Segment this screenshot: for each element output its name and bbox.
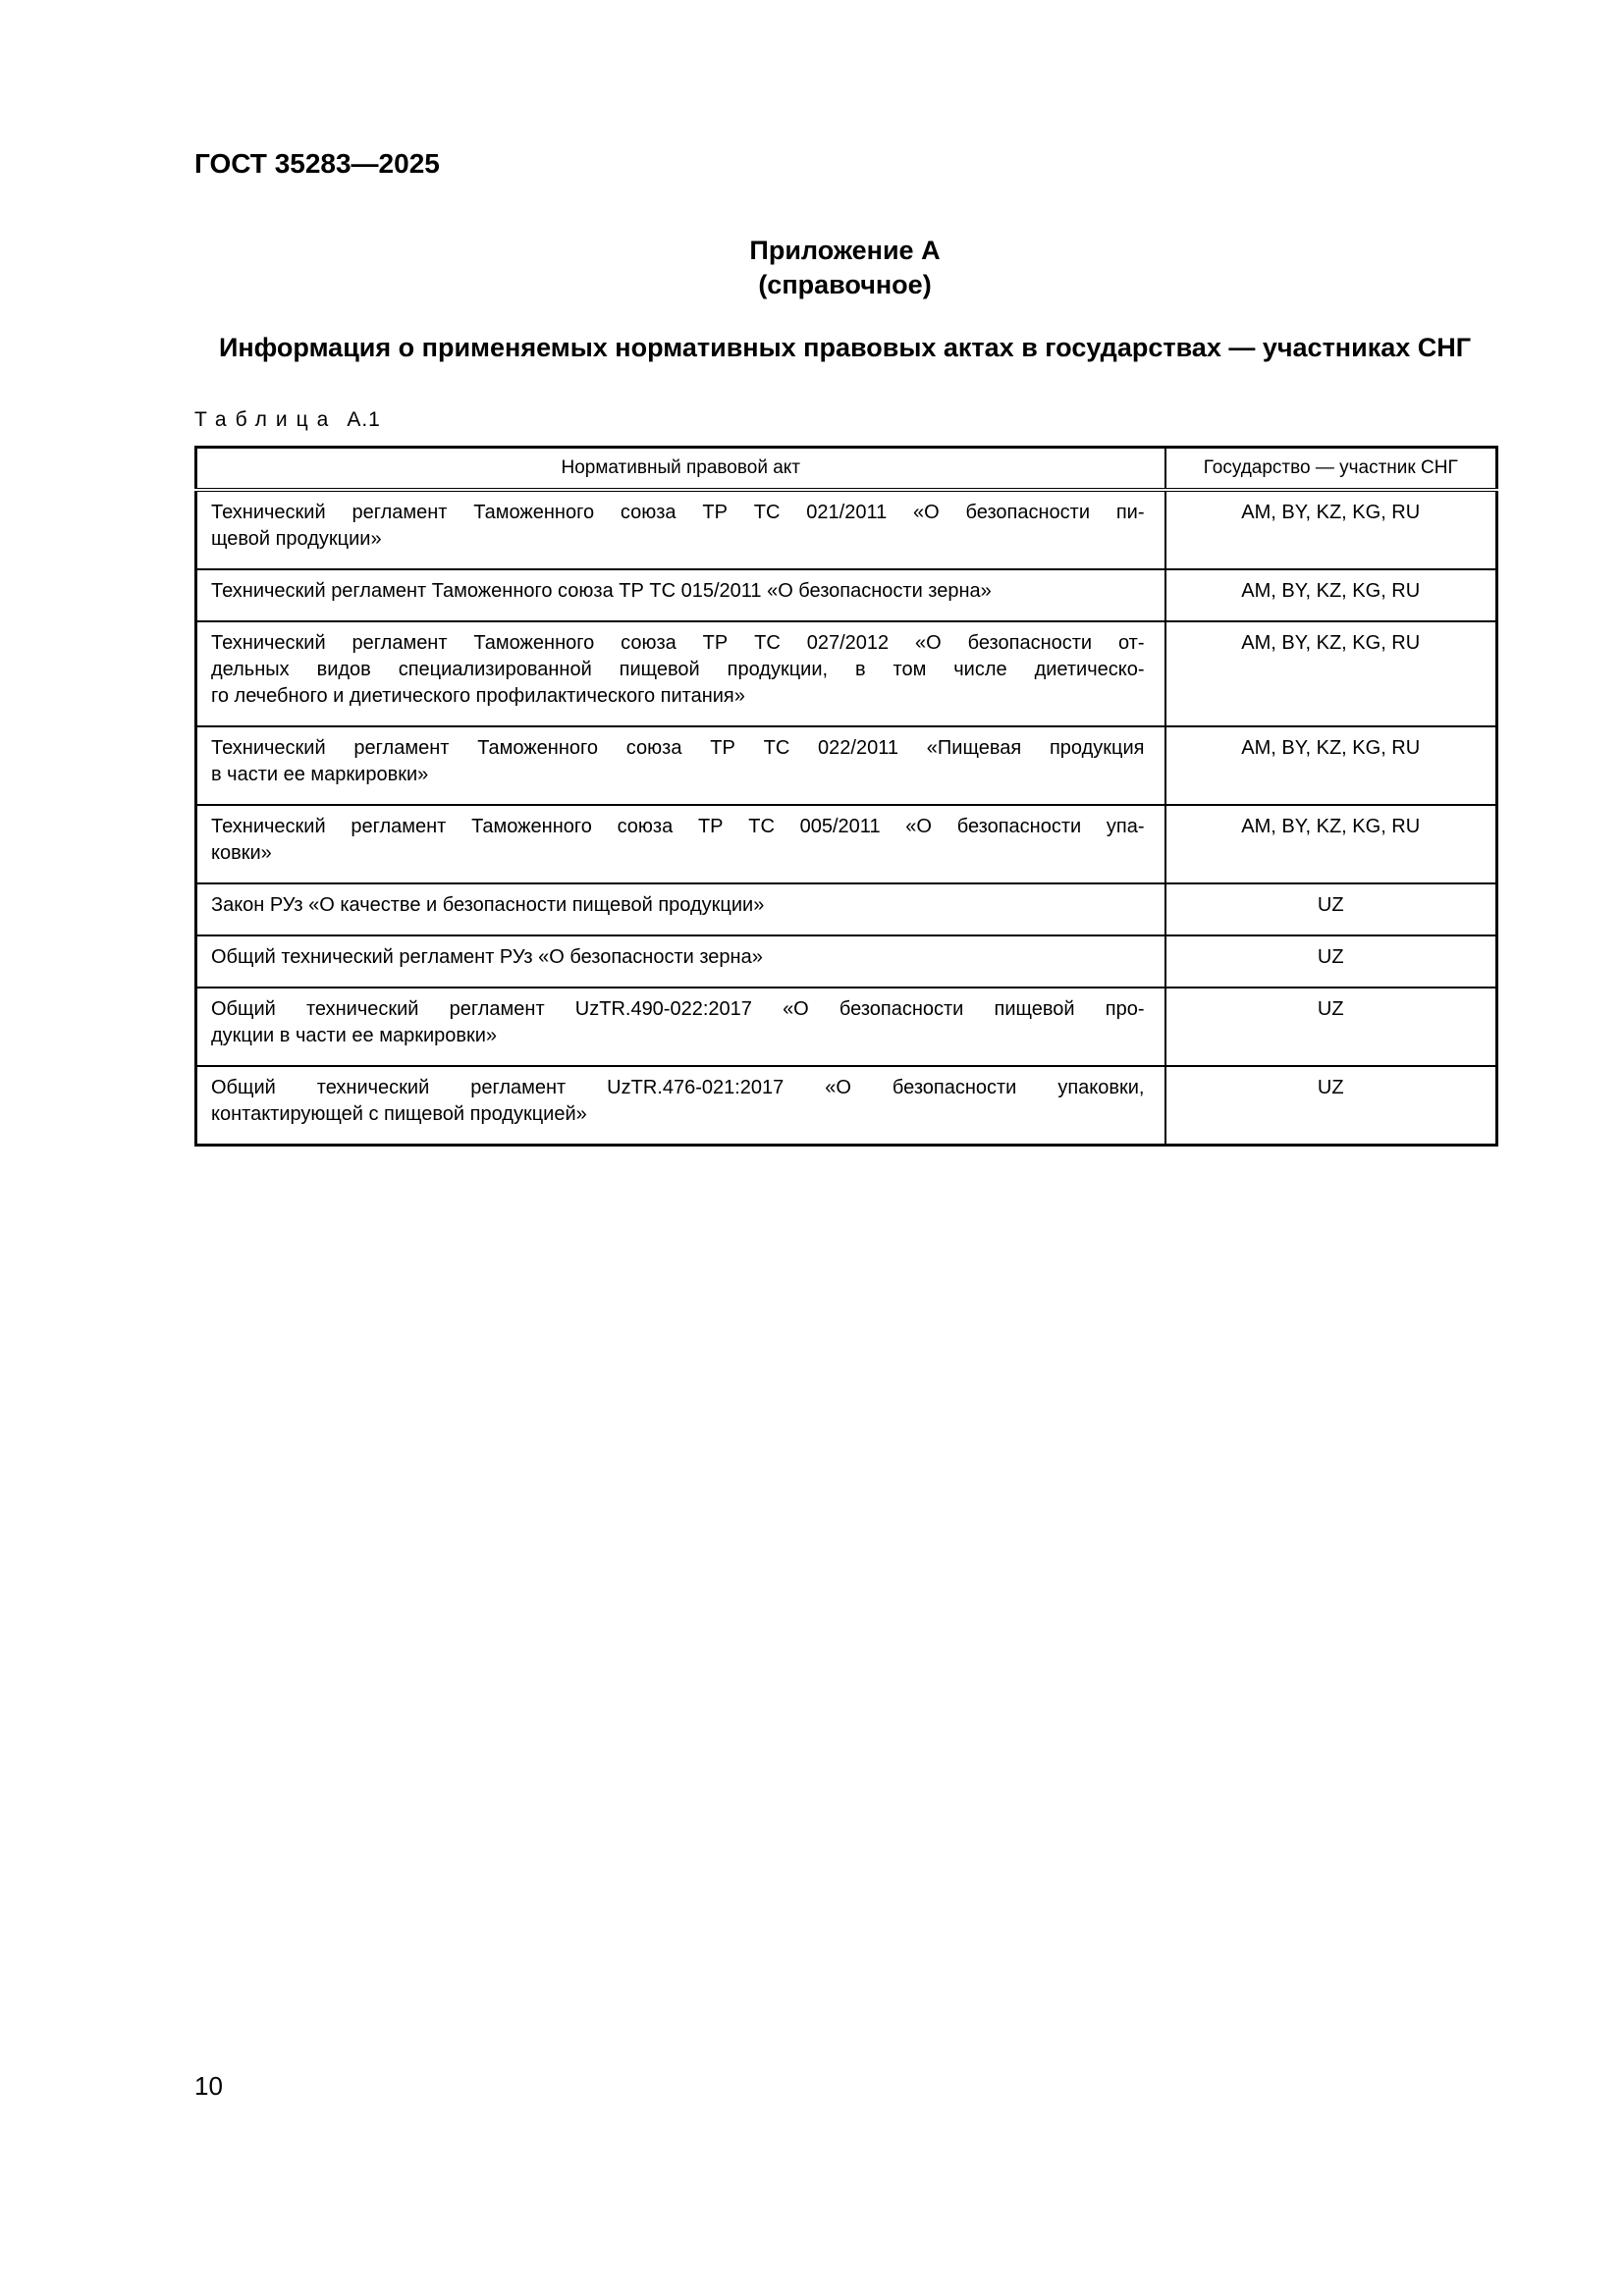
table-caption-label: Таблица bbox=[194, 408, 338, 431]
appendix-heading bbox=[194, 234, 1495, 302]
table-row bbox=[196, 1066, 1497, 1146]
states-cell: UZ bbox=[1165, 988, 1497, 1066]
table-row bbox=[196, 883, 1497, 935]
act-text-line: Технический регламент Таможенного союза ТР ТС 027/2012 «О безопасности от- bbox=[211, 632, 1145, 654]
act-text-line: Технический регламент Таможенного союза ТР ТС 022/2011 «Пищевая продукция bbox=[211, 737, 1145, 759]
appendix-heading-line1: Приложение А bbox=[749, 236, 941, 265]
act-cell bbox=[196, 490, 1165, 569]
column-header-states: Государство — участник СНГ bbox=[1165, 448, 1497, 491]
act-cell bbox=[196, 935, 1165, 988]
table-row bbox=[196, 490, 1497, 569]
states-cell: UZ bbox=[1165, 935, 1497, 988]
page-number: 10 bbox=[194, 2071, 223, 2101]
column-header-act: Нормативный правовой акт bbox=[196, 448, 1165, 491]
page-content bbox=[0, 0, 1624, 1147]
act-text-line: го лечебного и диетического профилактического питания» bbox=[211, 685, 745, 707]
states-cell: AM, BY, KZ, KG, RU bbox=[1165, 569, 1497, 621]
act-text-line: дукции в части ее маркировки» bbox=[211, 1025, 498, 1046]
act-cell bbox=[196, 621, 1165, 726]
table-row bbox=[196, 726, 1497, 805]
table-row bbox=[196, 621, 1497, 726]
act-cell bbox=[196, 988, 1165, 1066]
act-cell bbox=[196, 805, 1165, 883]
act-text-line: Технический регламент Таможенного союза ТР ТС 005/2011 «О безопасности упа- bbox=[211, 816, 1145, 837]
table-body bbox=[196, 490, 1497, 1146]
act-text-line: Закон РУз «О качестве и безопасности пищевой продукции» bbox=[211, 894, 765, 916]
states-cell: AM, BY, KZ, KG, RU bbox=[1165, 490, 1497, 569]
table-caption bbox=[194, 407, 1495, 433]
act-text-line: Технический регламент Таможенного союза ТР ТС 015/2011 «О безопасности зерна» bbox=[211, 580, 992, 602]
regulations-table bbox=[194, 446, 1498, 1147]
states-cell: UZ bbox=[1165, 1066, 1497, 1146]
states-cell: AM, BY, KZ, KG, RU bbox=[1165, 726, 1497, 805]
act-text-line: Общий технический регламент UzTR.490-022:2017 «О безопасности пищевой про- bbox=[211, 998, 1145, 1020]
table-row bbox=[196, 988, 1497, 1066]
act-text-line: в части ее маркировки» bbox=[211, 764, 429, 785]
states-cell: AM, BY, KZ, KG, RU bbox=[1165, 805, 1497, 883]
table-row bbox=[196, 569, 1497, 621]
table-row bbox=[196, 935, 1497, 988]
act-text-line: Общий технический регламент РУз «О безопасности зерна» bbox=[211, 946, 763, 968]
states-cell: AM, BY, KZ, KG, RU bbox=[1165, 621, 1497, 726]
act-text-line: Технический регламент Таможенного союза ТР ТС 021/2011 «О безопасности пи- bbox=[211, 502, 1145, 523]
table-row bbox=[196, 805, 1497, 883]
act-text-line: контактирующей с пищевой продукцией» bbox=[211, 1103, 587, 1125]
appendix-title: Информация о применяемых нормативных правовых актах в государствах — участниках СНГ bbox=[218, 333, 1472, 362]
act-text-line: дельных видов специализированной пищевой продукции, в том числе диетическо- bbox=[211, 659, 1145, 680]
act-text-line: ковки» bbox=[211, 842, 272, 864]
document-code: ГОСТ 35283—2025 bbox=[194, 148, 440, 179]
act-text-line: Общий технический регламент UzTR.476-021:2017 «О безопасности упаковки, bbox=[211, 1077, 1145, 1098]
table-header-row bbox=[196, 448, 1497, 491]
act-cell bbox=[196, 1066, 1165, 1146]
act-cell bbox=[196, 726, 1165, 805]
states-cell: UZ bbox=[1165, 883, 1497, 935]
table-caption-number: А.1 bbox=[347, 408, 381, 431]
act-text-line: щевой продукции» bbox=[211, 528, 382, 550]
act-cell bbox=[196, 883, 1165, 935]
act-cell bbox=[196, 569, 1165, 621]
appendix-heading-line2: (справочное) bbox=[758, 270, 932, 299]
